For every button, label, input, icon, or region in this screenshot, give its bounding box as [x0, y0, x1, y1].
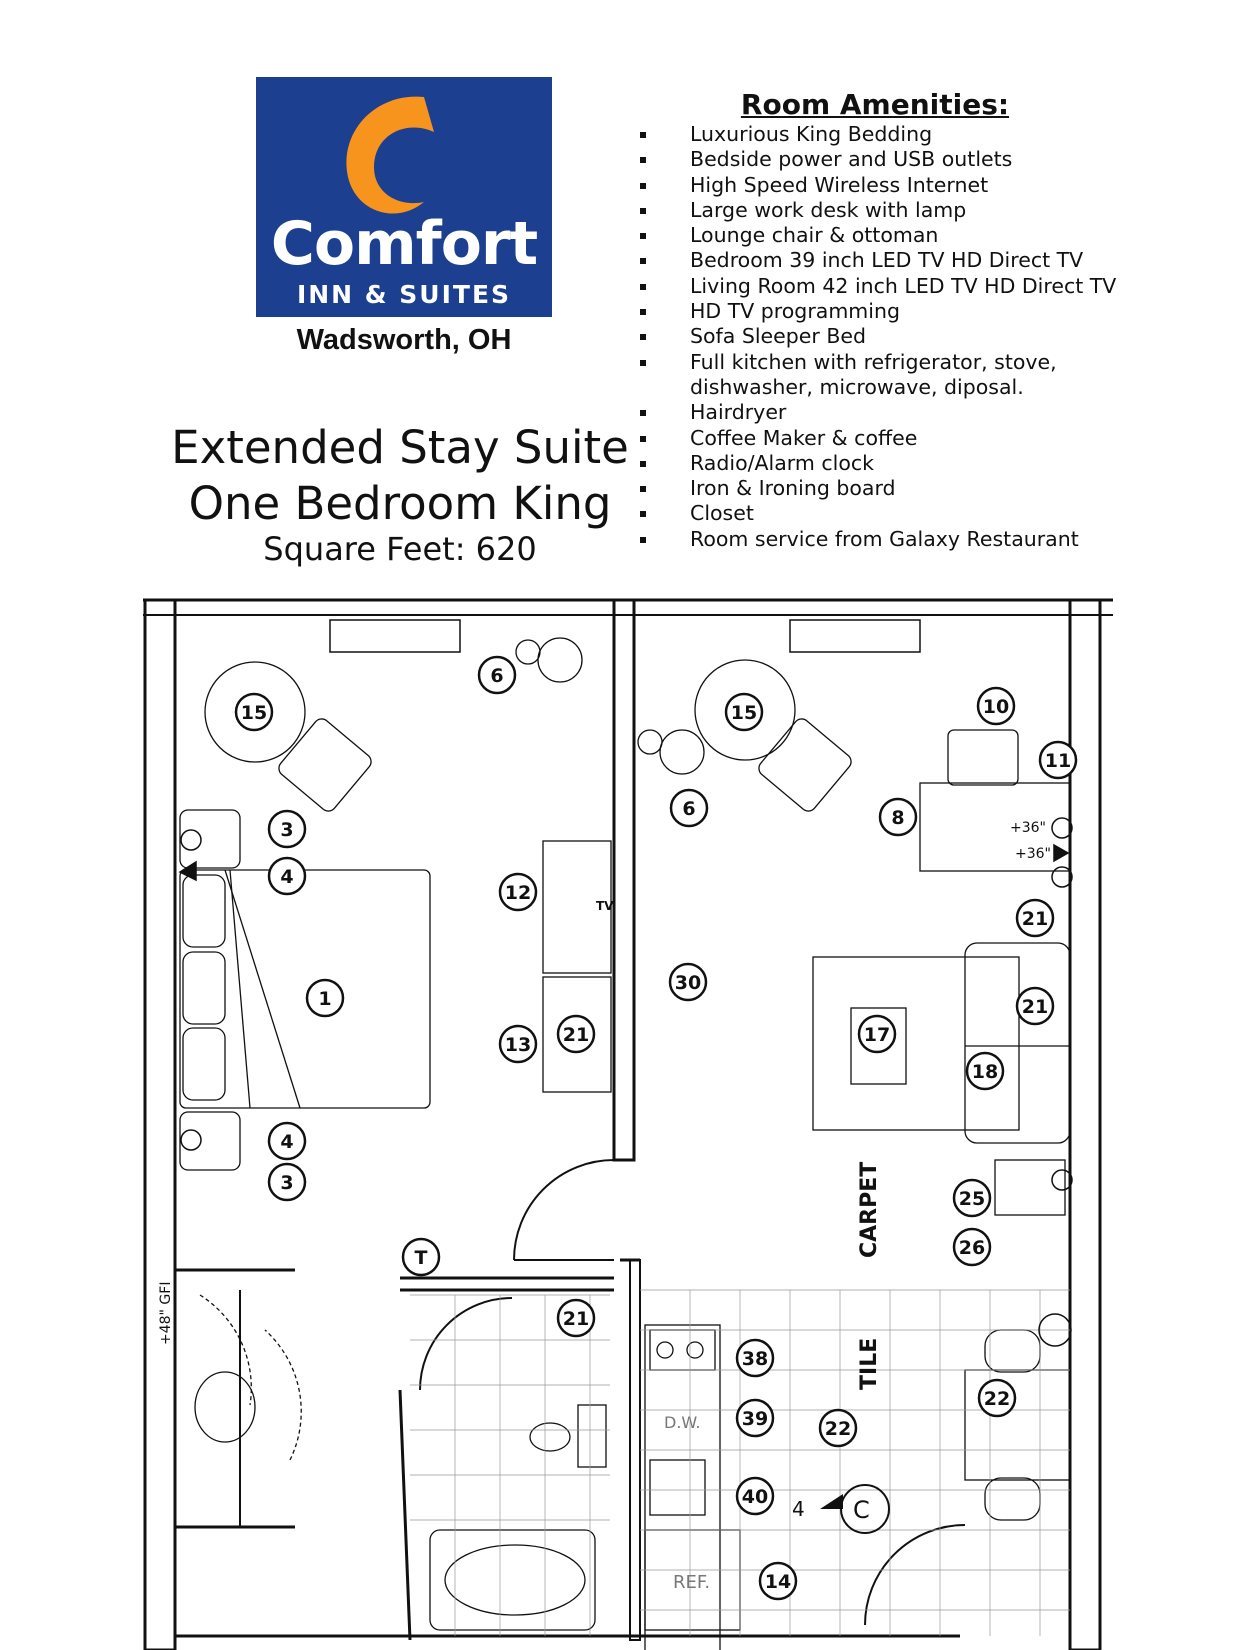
amenity-item: Sofa Sleeper Bed	[632, 324, 1232, 349]
amenity-item: HD TV programming	[632, 299, 1232, 324]
logo-subtitle: INN & SUITES	[296, 280, 512, 309]
amenity-item: Luxurious King Bedding	[632, 122, 1232, 147]
plan-tag: 21	[1021, 908, 1049, 930]
amenity-item: Bedroom 39 inch LED TV HD Direct TV	[632, 248, 1232, 273]
king-bed	[180, 810, 430, 1170]
amenity-item: Room service from Galaxy Restaurant	[632, 527, 1232, 552]
amenity-item: Radio/Alarm clock	[632, 451, 1232, 476]
suite-title-line2: One Bedroom King	[188, 477, 612, 530]
bedroom-dresser	[543, 841, 611, 1092]
plan-tags	[236, 657, 1076, 1599]
bathroom	[195, 1295, 606, 1630]
gfi-label: +48" GFI	[158, 1281, 174, 1345]
plan-labels	[158, 820, 1051, 1593]
outlets	[180, 818, 1072, 1346]
plan-tag: 15	[240, 702, 268, 724]
plan-tag: 21	[1021, 996, 1049, 1018]
carpet-label: CARPET	[857, 1161, 882, 1258]
plan-tag: 40	[741, 1486, 769, 1508]
refrigerator-label: REF.	[673, 1572, 711, 1593]
plan-tag: 14	[764, 1571, 792, 1593]
plan-tag: 26	[958, 1237, 986, 1259]
tile-label: TILE	[857, 1337, 882, 1390]
section-letter: C	[853, 1496, 870, 1524]
kitchen	[645, 1325, 740, 1650]
tile-floor	[410, 1290, 1070, 1636]
plan-tag: 13	[504, 1034, 532, 1056]
plan-tag: 6	[682, 798, 696, 820]
door-swings	[420, 1160, 965, 1625]
plan-tag: 15	[730, 702, 758, 724]
amenity-item: Lounge chair & ottoman	[632, 223, 1232, 248]
amenity-item: Hairdryer	[632, 400, 1232, 425]
outlet-height-label-2: +36"	[1015, 846, 1051, 862]
windows	[330, 620, 920, 652]
plan-tag: 12	[504, 882, 532, 904]
floor-plan	[0, 580, 1238, 1650]
plan-tag: 38	[741, 1348, 769, 1370]
logo-brand: Comfort	[270, 209, 538, 279]
plan-tag: 4	[280, 1131, 294, 1153]
amenity-item: Closet	[632, 501, 1232, 526]
amenity-item: Full kitchen with refrigerator, stove, dishwasher, microwave, diposal.	[632, 350, 1232, 401]
plan-tag: 10	[982, 696, 1010, 718]
plan-tag: 22	[824, 1418, 852, 1440]
amenity-item: High Speed Wireless Internet	[632, 173, 1232, 198]
plan-tag: 1	[318, 988, 332, 1010]
plan-tag: 21	[562, 1024, 590, 1046]
plan-tag: 17	[863, 1024, 891, 1046]
plan-tag: 30	[674, 972, 702, 994]
plan-tag: 4	[280, 866, 294, 888]
comfort-inn-logo	[256, 77, 552, 317]
dishwasher-label: D.W.	[664, 1413, 701, 1432]
square-feet-label: Square Feet: 620	[263, 530, 537, 568]
section-number: 4	[792, 1497, 805, 1521]
plan-tag: 3	[280, 819, 294, 841]
plan-tag: 6	[490, 665, 504, 687]
plan-tag: 18	[971, 1061, 999, 1083]
amenity-item: Iron & Ironing board	[632, 476, 1232, 501]
plan-tag: 22	[983, 1388, 1011, 1410]
plan-tag: 39	[741, 1408, 769, 1430]
plan-tag: 3	[280, 1172, 294, 1194]
tv-label: TV	[596, 899, 614, 913]
amenities-list	[632, 122, 1232, 552]
amenity-item: Large work desk with lamp	[632, 198, 1232, 223]
plan-tag: 8	[891, 807, 905, 829]
plan-tag: T	[414, 1247, 428, 1269]
amenity-item: Coffee Maker & coffee	[632, 426, 1232, 451]
outlet-height-label-1: +36"	[1010, 820, 1046, 836]
plan-tag: 11	[1044, 750, 1072, 772]
plan-tag: 25	[958, 1188, 986, 1210]
amenity-item: Bedside power and USB outlets	[632, 147, 1232, 172]
amenity-item: Living Room 42 inch LED TV HD Direct TV	[632, 274, 1232, 299]
location-label: Wadsworth, OH	[296, 324, 512, 356]
amenities-heading: Room Amenities:	[740, 88, 1010, 121]
plan-tag: 21	[562, 1308, 590, 1330]
suite-title-line1: Extended Stay Suite	[171, 421, 629, 474]
